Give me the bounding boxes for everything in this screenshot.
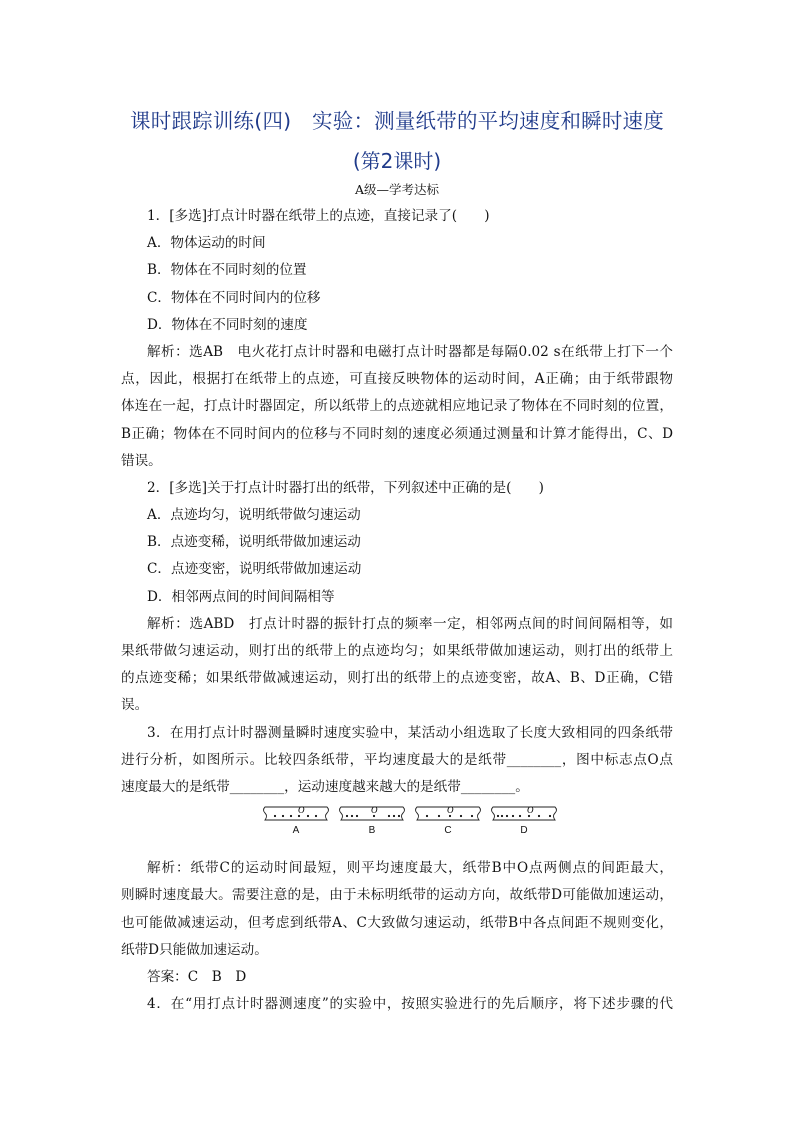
q3-analysis-line: 解析：纸带C的运动时间最短，则平均速度最大，纸带B中O点两侧点的间距最大， [147,860,673,877]
paper-tape-c [413,804,483,824]
q1-analysis-line: 体连在一起，打点计时器固定，所以纸带上的点迹就相应地记录了物体在不同时刻的位置， [121,398,673,415]
page-title: 课时跟踪训练(四) 实验：测量纸带的平均速度和瞬时速度 [130,109,664,133]
q3-stem-line: 进行分析，如图所示。比较四条纸带，平均速度最大的是纸带________，图中标志点O点 [121,751,673,768]
o-label: O [527,805,534,816]
q3-answer: 答案：C B D [147,968,247,985]
q1-analysis-line: 解析：选AB 电火花打点计时器和电磁打点计时器都是每隔0.02 s在纸带上打下一个 [147,343,673,360]
q2-option-a: A．点迹均匀，说明纸带做匀速运动 [147,507,361,524]
q1-option-b: B．物体在不同时刻的位置 [147,262,307,279]
q3-analysis-line: 也可能做减速运动，但考虑到纸带A、C大致做匀速运动，纸带B中各点间距不规则变化， [121,914,673,931]
q1-stem: 1．[多选]打点计时器在纸带上的点迹，直接记录了( ) [147,208,490,224]
q3-analysis-line: 则瞬时速度最大。需要注意的是，由于未标明纸带的运动方向，故纸带D可能做加速运动， [121,887,673,904]
q2-option-c: C．点迹变密，说明纸带做加速运动 [147,561,362,578]
q2-option-b: B．点迹变稀，说明纸带做加速运动 [147,534,361,551]
q2-analysis-line: 果纸带做匀速运动，则打出的纸带上的点迹均匀；如果纸带做加速运动，则打出的纸带上 [121,643,673,659]
q1-option-a: A．物体运动的时间 [147,235,266,252]
q3-stem-line: 速度最大的是纸带________，运动速度越来越大的是纸带________。 [121,778,529,795]
section-level: A级—学考达标 [354,182,440,197]
o-label: O [298,805,305,816]
q3-analysis-line: 纸带D只能做加速运动。 [121,941,268,958]
q1-option-d: D．物体在不同时刻的速度 [147,316,308,333]
q2-analysis-line: 的点迹变稀；如果纸带做减速运动，则打出的纸带上的点迹变密，故A、B、D正确，C错 [121,670,673,687]
q1-option-c: C．物体在不同时间内的位移 [147,289,321,306]
paper-tapes-figure [261,801,561,855]
tape-label-c: C [444,825,452,837]
tape-label-d: D [520,825,528,837]
q1-analysis-line: 错误。 [121,452,162,469]
q2-analysis-line: 误。 [121,697,149,714]
q1-analysis-line: 点，因此，根据打在纸带上的点迹，可直接反映物体的运动时间，A正确；由于纸带跟物 [121,371,673,388]
q1-analysis-line: B正确；物体在不同时间内的位移与不同时刻的速度必须通过测量和计算才能得出，C、D [121,425,673,442]
q3-stem-line: 3．在用打点计时器测量瞬时速度实验中，某活动小组选取了长度大致相同的四条纸带 [147,724,673,741]
q2-stem: 2．[多选]关于打点计时器打出的纸带，下列叙述中正确的是( ) [147,479,544,496]
q4-stem: 4．在“用打点计时器测速度”的实验中，按照实验进行的先后顺序，将下述步骤的代 [147,996,673,1013]
tape-label-a: A [292,825,300,837]
o-label: O [447,805,454,816]
q2-analysis-line: 解析：选ABD 打点计时器的振针打点的频率一定，相邻两点间的时间间隔相等，如 [147,615,673,632]
page-subtitle: (第2课时) [352,149,442,173]
content [121,203,673,1018]
tape-label-b: B [368,825,376,837]
paper-tape-b [337,804,407,824]
q2-option-d: D．相邻两点间的时间间隔相等 [147,588,335,605]
paper-tape-a [261,804,331,824]
o-label: O [371,805,378,816]
paper-tape-d [489,804,559,824]
